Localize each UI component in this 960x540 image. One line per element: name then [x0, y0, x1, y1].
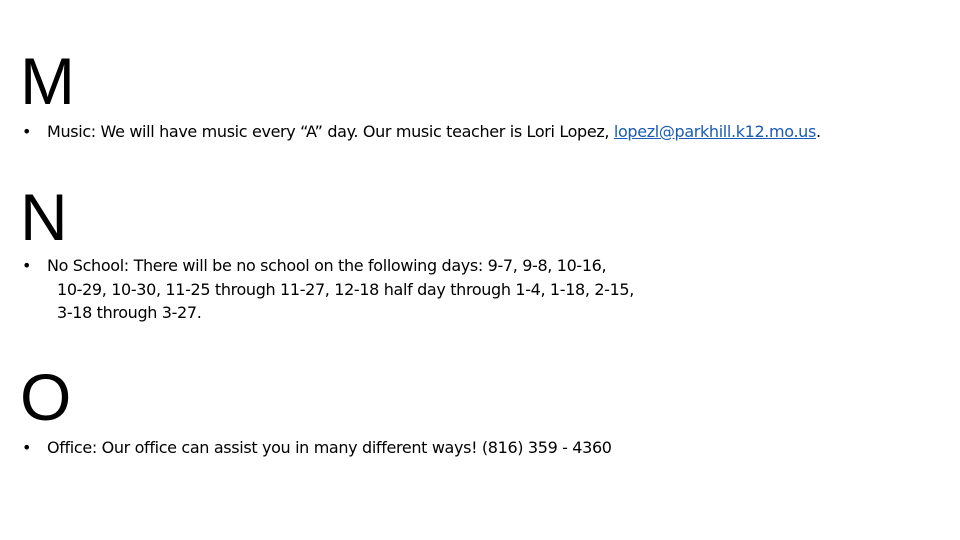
- bullet-marker: •: [22, 438, 32, 457]
- no-school-line-2: 10-29, 10-30, 11-25 through 11-27, 12-18 half day through 1-4, 1-18, 2-15,: [57, 279, 634, 299]
- bullet-marker: •: [22, 122, 32, 141]
- section-letter-n: N: [20, 180, 68, 254]
- bullet-marker: •: [22, 256, 32, 275]
- music-text-before: Music: We will have music every “A” day. Our music teacher is Lori Lopez,: [47, 122, 614, 141]
- no-school-line-1: No School: There will be no school on the following days: 9-7, 9-8, 10-16,: [47, 256, 607, 275]
- section-letter-m: M: [20, 44, 75, 118]
- music-bullet: [22, 120, 821, 144]
- section-letter-o: O: [20, 360, 72, 434]
- no-school-bullet: [22, 254, 634, 325]
- music-teacher-email-link[interactable]: lopezl@parkhill.k12.mo.us: [613, 122, 816, 141]
- music-text-after: .: [815, 122, 821, 141]
- no-school-line-3: 3-18 through 3-27.: [57, 303, 202, 322]
- music-text: [47, 120, 821, 144]
- office-text: Office: Our office can assist you in many different ways! (816) 359 - 4360: [47, 438, 612, 457]
- office-bullet: [22, 436, 612, 460]
